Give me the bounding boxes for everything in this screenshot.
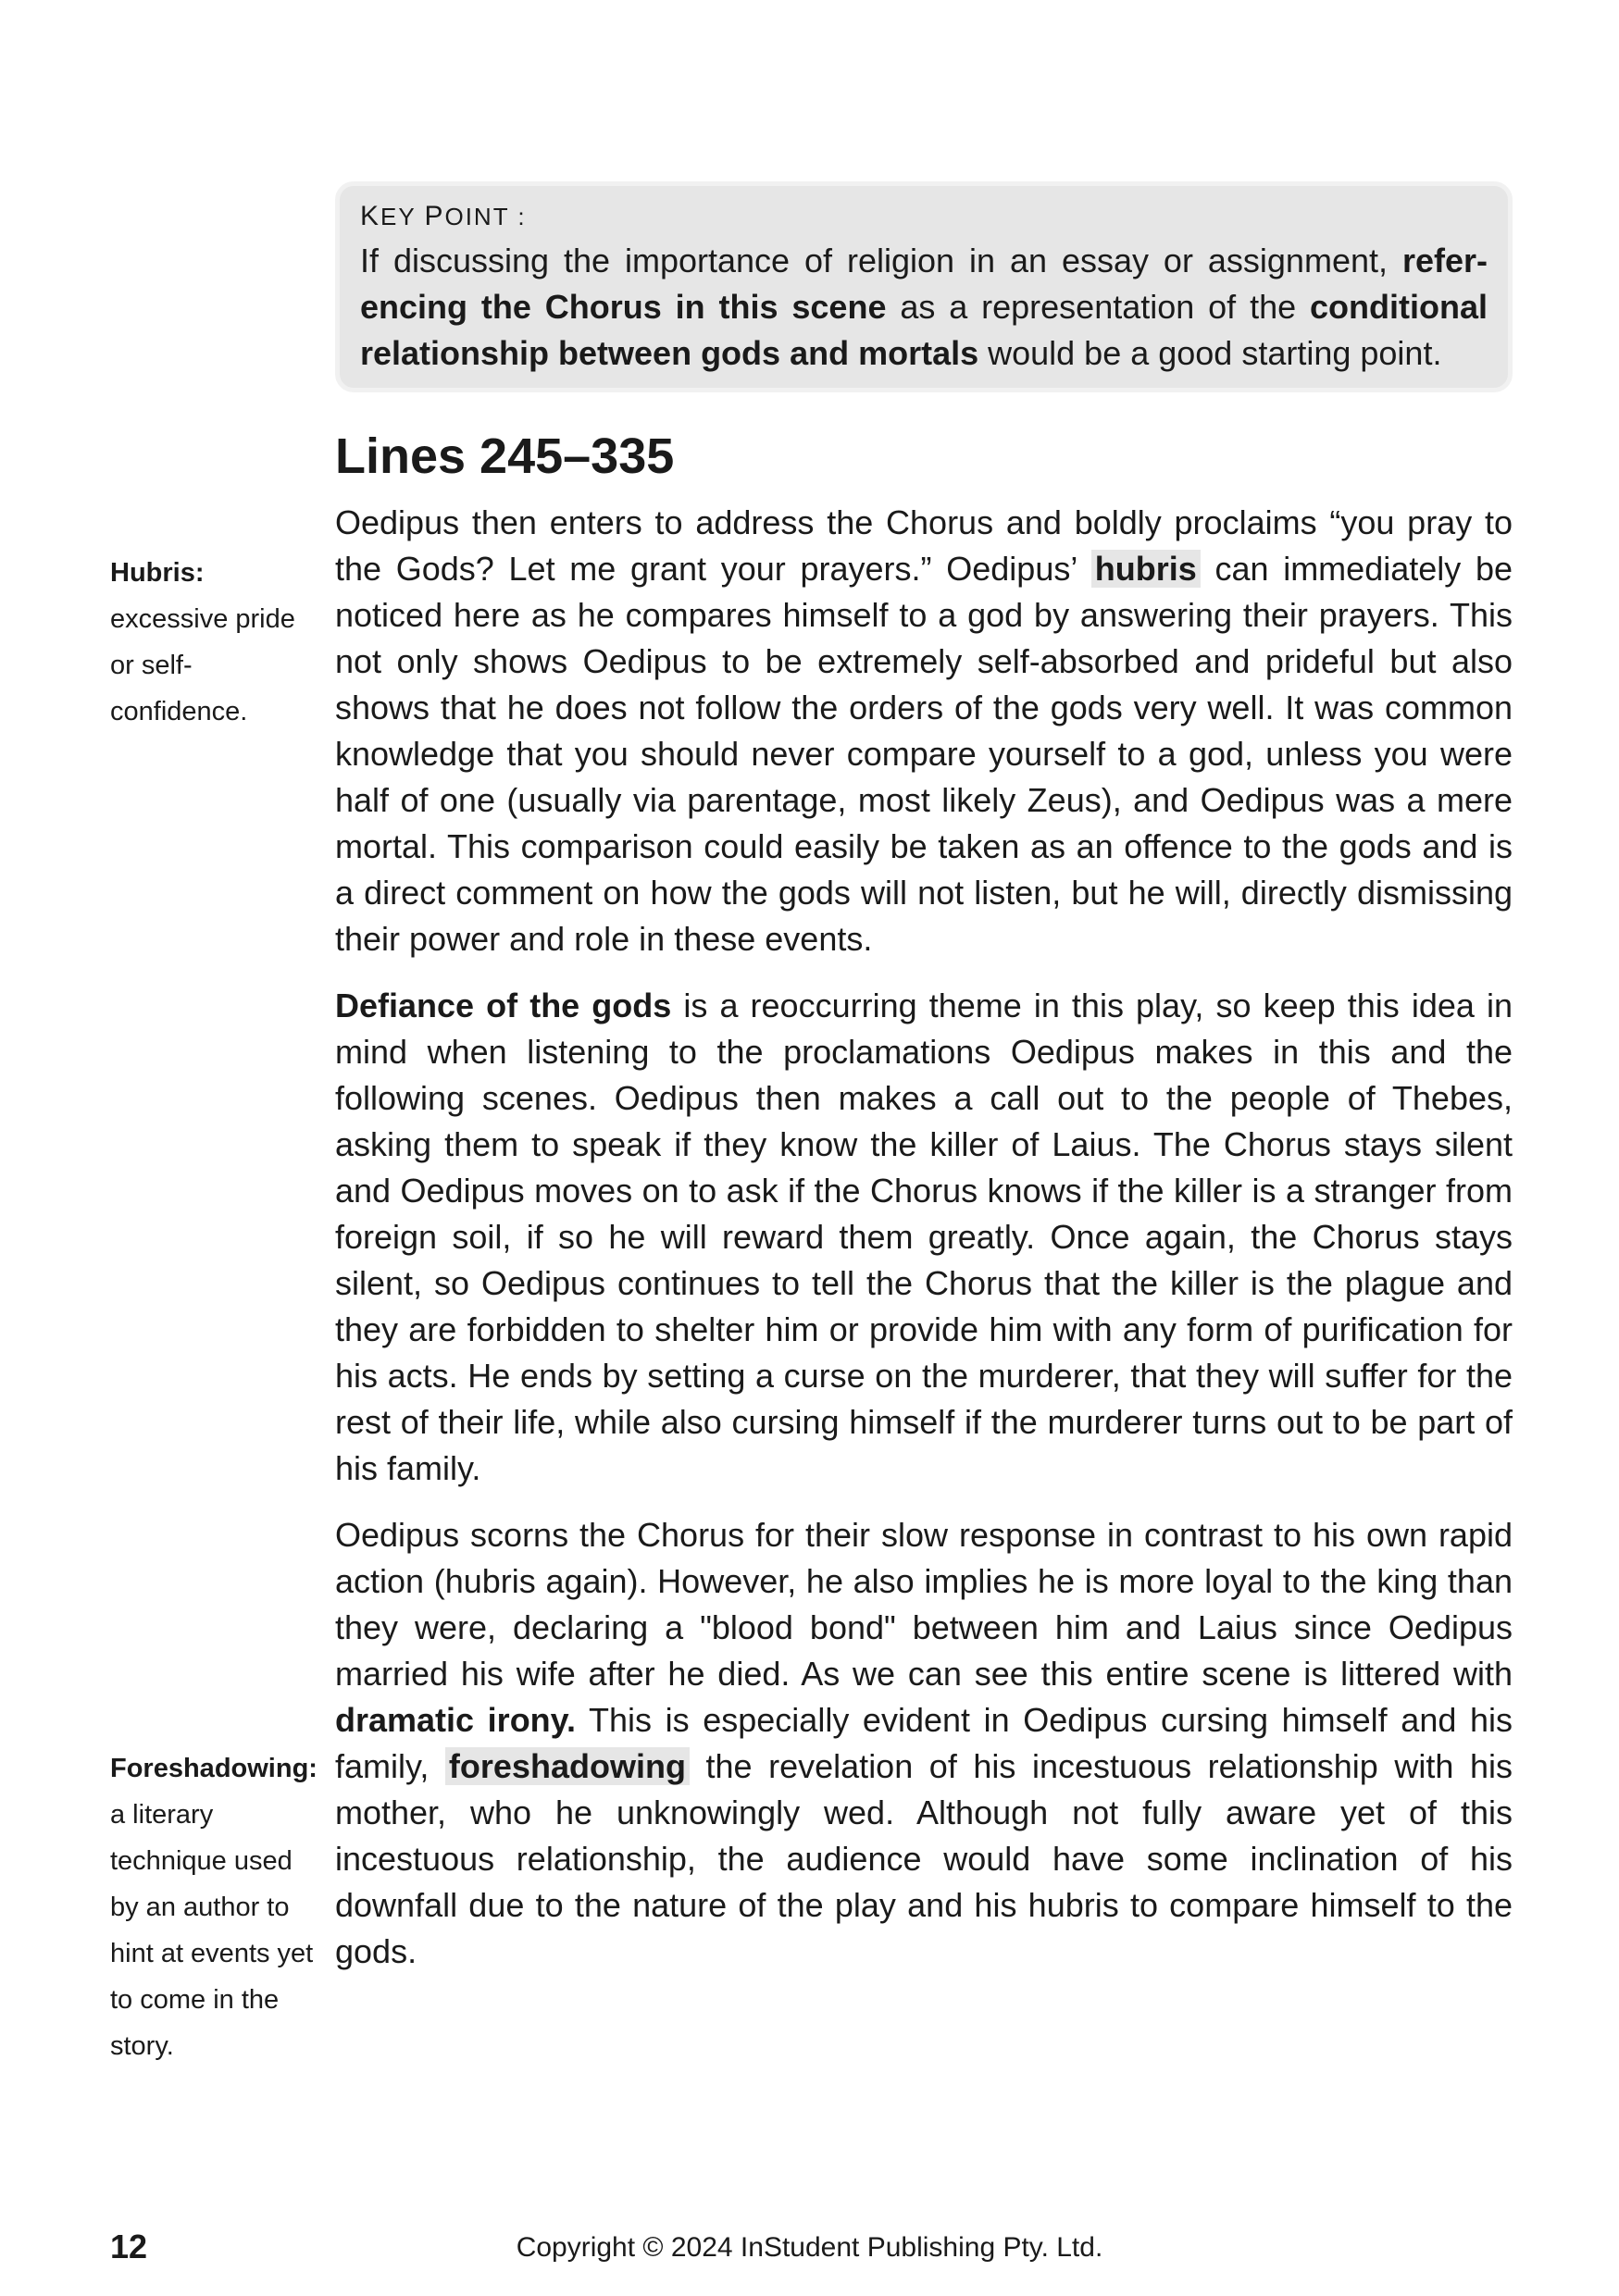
section-title: Lines 245–335	[335, 428, 675, 484]
key-point-text-segment: as a representation of the	[886, 288, 1310, 326]
paragraph-text: is a reoccurring theme in this play, so keep this idea in mind when listening to the proclamations Oedipus makes in this and the following scenes. Oedipus then makes a call out to the people of Thebes, asking them to speak if they know the killer of Laius. The Chorus stays silent and Oedipus moves on to ask if the Chorus knows if the killer is a stranger from foreign soil, if so he will reward them greatly. Once again, the Chorus stays silent, so Oedipus continues to tell the Chorus that the killer is the plague and they are forbidden to shelter him or provide him with any form of purification for his acts. He ends by setting a curse on the murderer, that they will suffer for the rest of their life, while also cursing himself if the murderer turns out to be part of his family.	[335, 987, 1513, 1487]
key-point-box	[335, 181, 1513, 392]
page-footer	[0, 2224, 1619, 2270]
key-point-text-segment: If discussing the importance of religion in an essay or assignment,	[360, 242, 1402, 279]
paragraph-text: the revelation of his incestuous relationship with his mother, who he unknowingly wed. Although not fully aware yet of this incestuous relationship, the audience would have some inclination of his downfall due to the nature of the play and his hubris to compare himself to the gods.	[335, 1747, 1513, 1970]
key-point-label-initial: K	[360, 201, 381, 231]
side-note-term: Hubris:	[110, 558, 205, 588]
side-note-term: Foreshadowing:	[110, 1754, 318, 1783]
paragraph-1	[335, 500, 1513, 962]
side-note-definition: a literary technique used by an author to hint at events yet to come in the story.	[110, 1800, 314, 2061]
bold-term: Defiance of the gods	[335, 987, 672, 1024]
page-number: 12	[110, 2228, 148, 2265]
key-point-label-rest: OINT :	[444, 203, 527, 230]
paragraph-text: This is especially evident in Oedipus cursing himself and his family,	[335, 1701, 1513, 1785]
key-point-text-segment: would be a good starting point.	[978, 334, 1442, 372]
body-text	[335, 500, 1513, 1995]
highlighted-term-foreshadowing: foreshadowing	[445, 1747, 690, 1785]
key-point-emphasis: conditional relationship between gods and mortals	[360, 288, 1488, 372]
side-note-hubris	[110, 550, 323, 735]
paragraph-2	[335, 983, 1513, 1492]
bold-term: dramatic irony.	[335, 1701, 577, 1739]
key-point-label-rest: EY	[380, 203, 425, 230]
paragraph-3	[335, 1512, 1513, 1975]
paragraph-text: can immediately be noticed here as he compares himself to a god by answering their prayers. This not only shows Oedipus to be extremely self-absorbed and prideful but also shows that he does not follow the orders of the gods very well. It was common knowledge that you should never compare yourself to a god, unless you were half of one (usually via parentage, most likely Zeus), and Oedipus was a mere mortal. This comparison could easily be taken as an offence to the gods and is a direct comment on how the gods will not listen, but he will, directly dismissing their power and role in these events.	[335, 550, 1513, 958]
side-note-foreshadowing	[110, 1745, 323, 2069]
paragraph-text: Oedipus then enters to address the Chorus and boldly proclaims “you pray to the Gods? Let me grant your prayers.” Oedipus’	[335, 503, 1513, 588]
key-point-text	[360, 238, 1488, 377]
paragraph-text: Oedipus scorns the Chorus for their slow response in contrast to his own rapid action (hubris again). However, he also implies he is more loyal to the king than they were, declaring a "blood bond" between him and Laius since Oedipus married his wife after he died. As we can see this entire scene is littered with	[335, 1516, 1513, 1693]
key-point-label-initial: P	[424, 201, 445, 231]
key-point-label	[360, 201, 1488, 232]
copyright-notice: Copyright © 2024 InStudent Publishing Pty. Ltd.	[516, 2232, 1103, 2263]
side-note-definition: excessive pride or self-confidence.	[110, 604, 295, 726]
key-point-emphasis: referencing the Chorus in this scene	[360, 242, 1488, 326]
highlighted-term-hubris: hubris	[1091, 550, 1201, 588]
